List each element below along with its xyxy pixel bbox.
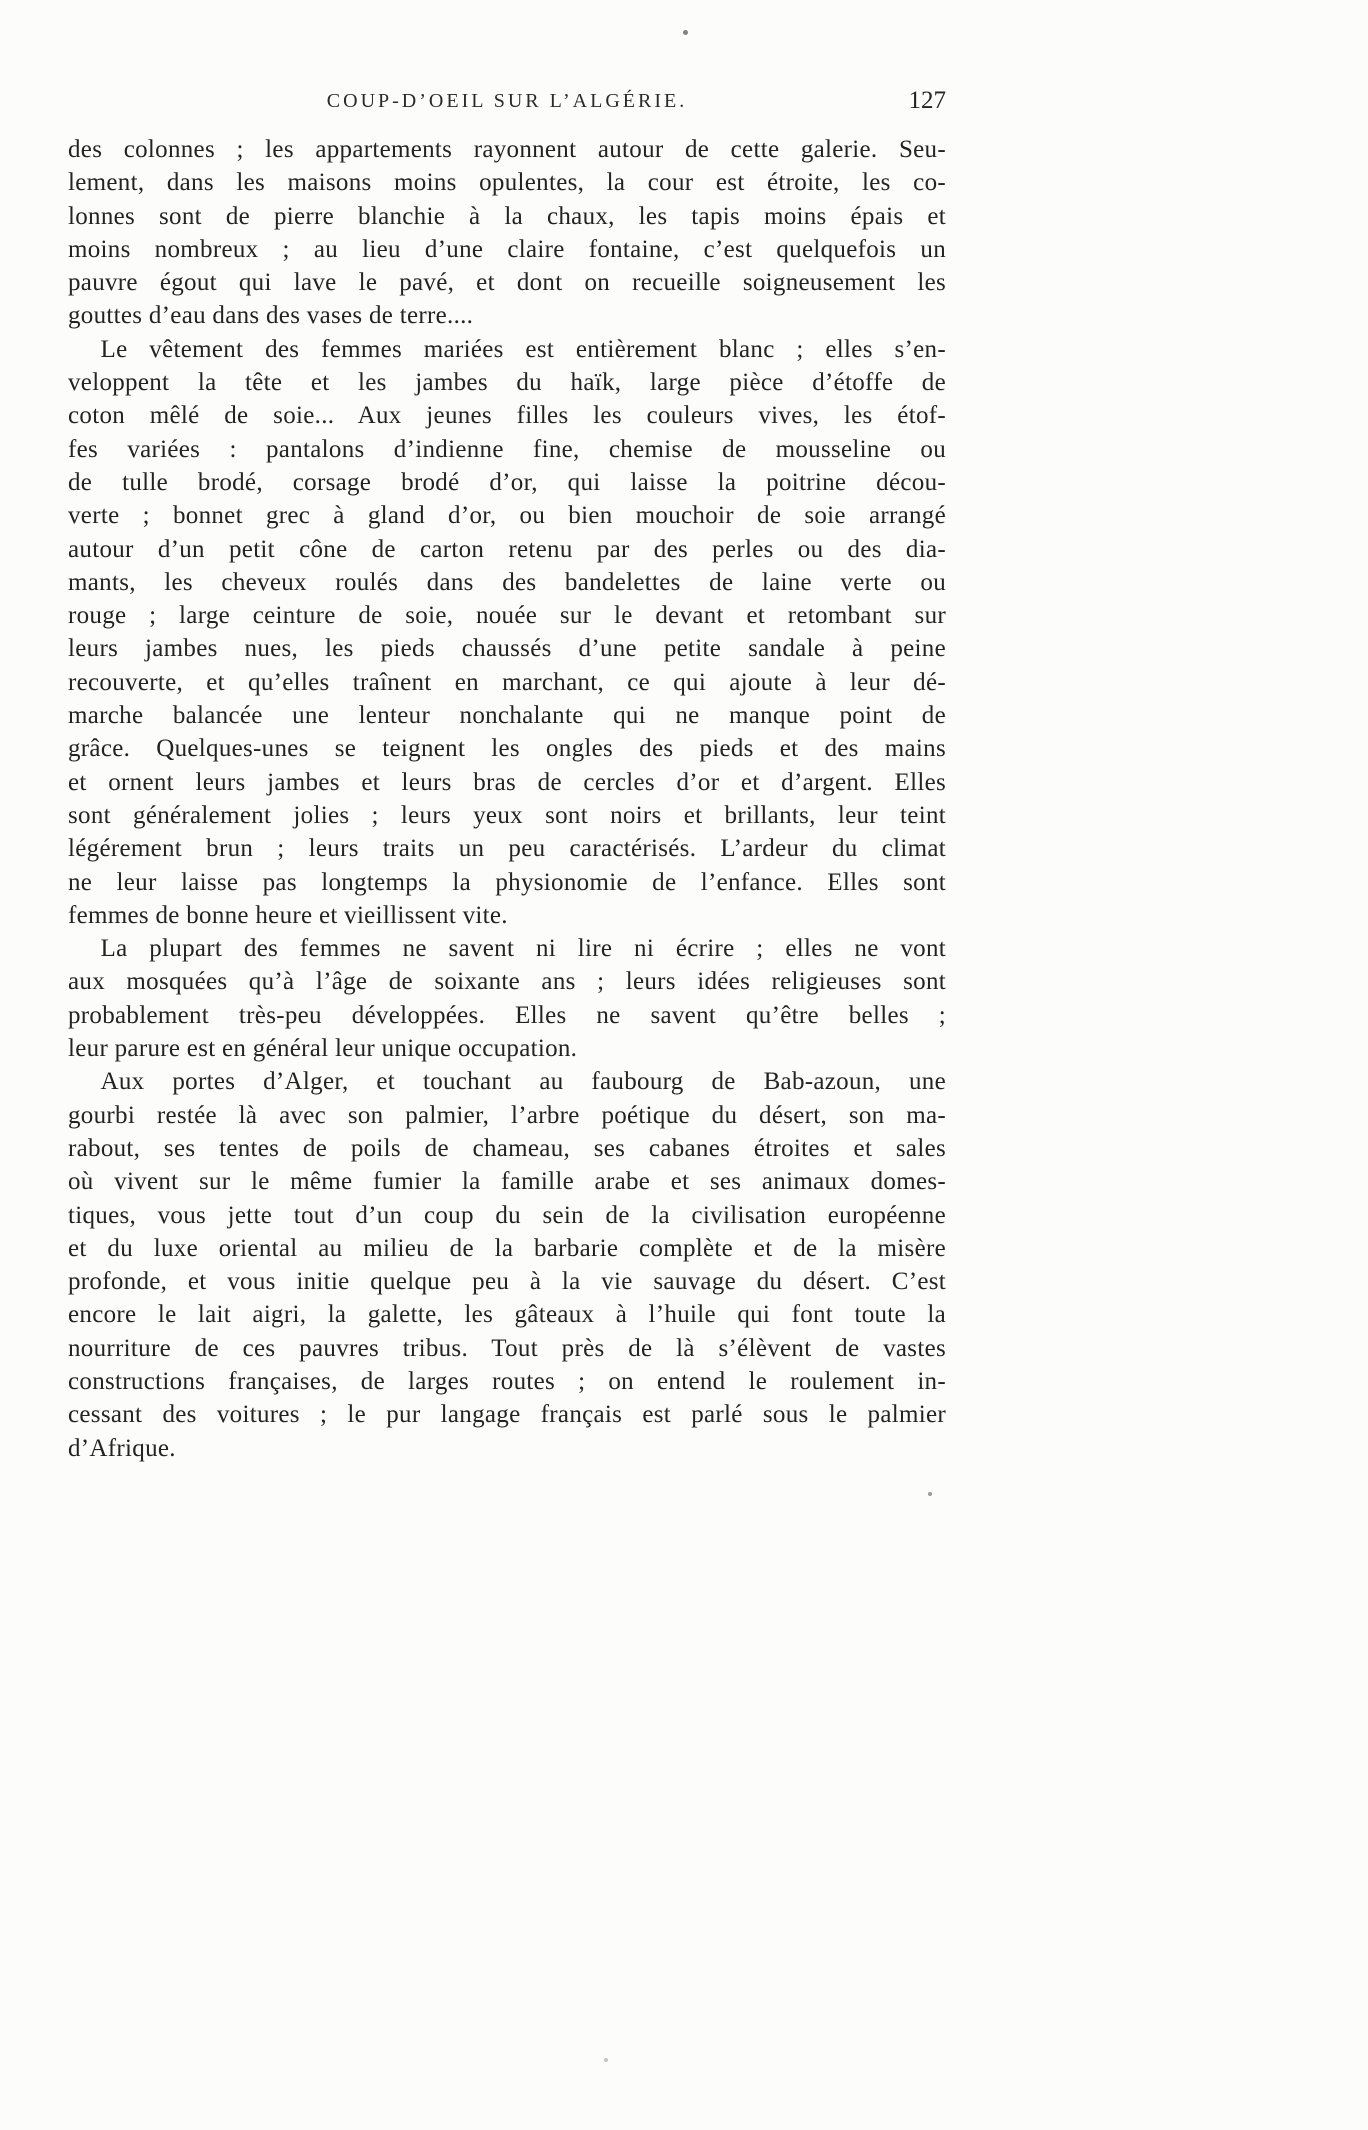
scan-speck bbox=[928, 1492, 932, 1496]
text-line: profonde, et vous initie quelque peu à la vie sauvage du désert. C’est bbox=[68, 1268, 946, 1296]
scan-speck bbox=[604, 2058, 608, 2062]
page-header bbox=[68, 87, 946, 120]
text-line: mants, les cheveux roulés dans des bandelettes de laine verte ou bbox=[68, 568, 946, 596]
text-line: femmes de bonne heure et vieillissent vite. bbox=[68, 901, 508, 929]
text-line: lement, dans les maisons moins opulentes, la cour est étroite, les co- bbox=[68, 169, 946, 197]
text-line: des colonnes ; les appartements rayonnent autour de cette galerie. Seu- bbox=[68, 136, 946, 163]
paragraph bbox=[68, 133, 946, 333]
text-line: verte ; bonnet grec à gland d’or, ou bien mouchoir de soie arrangé bbox=[68, 502, 946, 530]
text-line: pauvre égout qui lave le pavé, et dont on recueille soigneusement les bbox=[68, 269, 946, 297]
text-line: probablement très-peu développées. Elles ne savent qu’être belles ; bbox=[68, 1001, 946, 1029]
text-line: rabout, ses tentes de poils de chameau, ses cabanes étroites et sales bbox=[68, 1134, 946, 1162]
text-line: Le vêtement des femmes mariées est entièrement blanc ; elles s’en- bbox=[100, 335, 946, 363]
text-line: d’Afrique. bbox=[68, 1434, 176, 1462]
text-line: fes variées : pantalons d’indienne fine, chemise de mousseline ou bbox=[68, 435, 946, 463]
text-line: constructions françaises, de larges routes ; on entend le roulement in- bbox=[68, 1367, 946, 1395]
text-line: où vivent sur le même fumier la famille arabe et ses animaux domes- bbox=[68, 1168, 946, 1196]
text-line: recouverte, et qu’elles traînent en marchant, ce qui ajoute à leur dé- bbox=[68, 668, 946, 696]
text-line: gourbi restée là avec son palmier, l’arbre poétique du désert, son ma- bbox=[68, 1101, 946, 1129]
text-line: La plupart des femmes ne savent ni lire ni écrire ; elles ne vont bbox=[100, 935, 946, 963]
text-line: gouttes d’eau dans des vases de terre.... bbox=[68, 302, 474, 330]
text-line: aux mosquées qu’à l’âge de soixante ans ; leurs idées religieuses sont bbox=[68, 968, 946, 996]
text-line: grâce. Quelques-unes se teignent les ongles des pieds et des mains bbox=[68, 735, 946, 763]
paragraph bbox=[68, 932, 946, 1065]
text-line: nourriture de ces pauvres tribus. Tout près de là s’élèvent de vastes bbox=[68, 1334, 946, 1362]
text-line: légérement brun ; leurs traits un peu caractérisés. L’ardeur du climat bbox=[68, 835, 946, 863]
text-line: cessant des voitures ; le pur langage français est parlé sous le palmier bbox=[68, 1401, 946, 1429]
text-block bbox=[68, 133, 946, 1465]
paragraph bbox=[68, 333, 946, 932]
paragraph bbox=[68, 1065, 946, 1465]
text-line: encore le lait aigri, la galette, les gâteaux à l’huile qui font toute la bbox=[68, 1301, 946, 1329]
text-line: leur parure est en général leur unique occupation. bbox=[68, 1035, 578, 1063]
text-line: lonnes sont de pierre blanchie à la chaux, les tapis moins épais et bbox=[68, 202, 946, 230]
text-line: et ornent leurs jambes et leurs bras de cercles d’or et d’argent. Elles bbox=[68, 768, 946, 796]
text-line: Aux portes d’Alger, et touchant au faubourg de Bab-azoun, une bbox=[100, 1068, 946, 1096]
text-line: sont généralement jolies ; leurs yeux sont noirs et brillants, leur teint bbox=[68, 801, 946, 829]
text-line: et du luxe oriental au milieu de la barbarie complète et de la misère bbox=[68, 1234, 946, 1262]
text-line: coton mêlé de soie... Aux jeunes filles les couleurs vives, les étof- bbox=[68, 402, 946, 430]
text-line: de tulle brodé, corsage brodé d’or, qui laisse la poitrine décou- bbox=[68, 468, 946, 496]
text-line: leurs jambes nues, les pieds chaussés d’une petite sandale à peine bbox=[68, 635, 946, 663]
text-line: autour d’un petit cône de carton retenu par des perles ou des dia- bbox=[68, 535, 946, 563]
text-line: moins nombreux ; au lieu d’une claire fontaine, c’est quelquefois un bbox=[68, 235, 946, 263]
text-line: tiques, vous jette tout d’un coup du sein de la civilisation européenne bbox=[68, 1201, 946, 1229]
page-number: 127 bbox=[908, 87, 946, 114]
text-line: marche balancée une lenteur nonchalante qui ne manque point de bbox=[68, 702, 946, 730]
scan-speck bbox=[683, 30, 688, 35]
text-line: veloppent la tête et les jambes du haïk, large pièce d’étoffe de bbox=[68, 369, 946, 397]
running-title: COUP-D’OEIL SUR L’ALGÉRIE. bbox=[326, 90, 688, 112]
text-line: rouge ; large ceinture de soie, nouée sur le devant et retombant sur bbox=[68, 602, 946, 630]
text-line: ne leur laisse pas longtemps la physionomie de l’enfance. Elles sont bbox=[68, 868, 946, 896]
